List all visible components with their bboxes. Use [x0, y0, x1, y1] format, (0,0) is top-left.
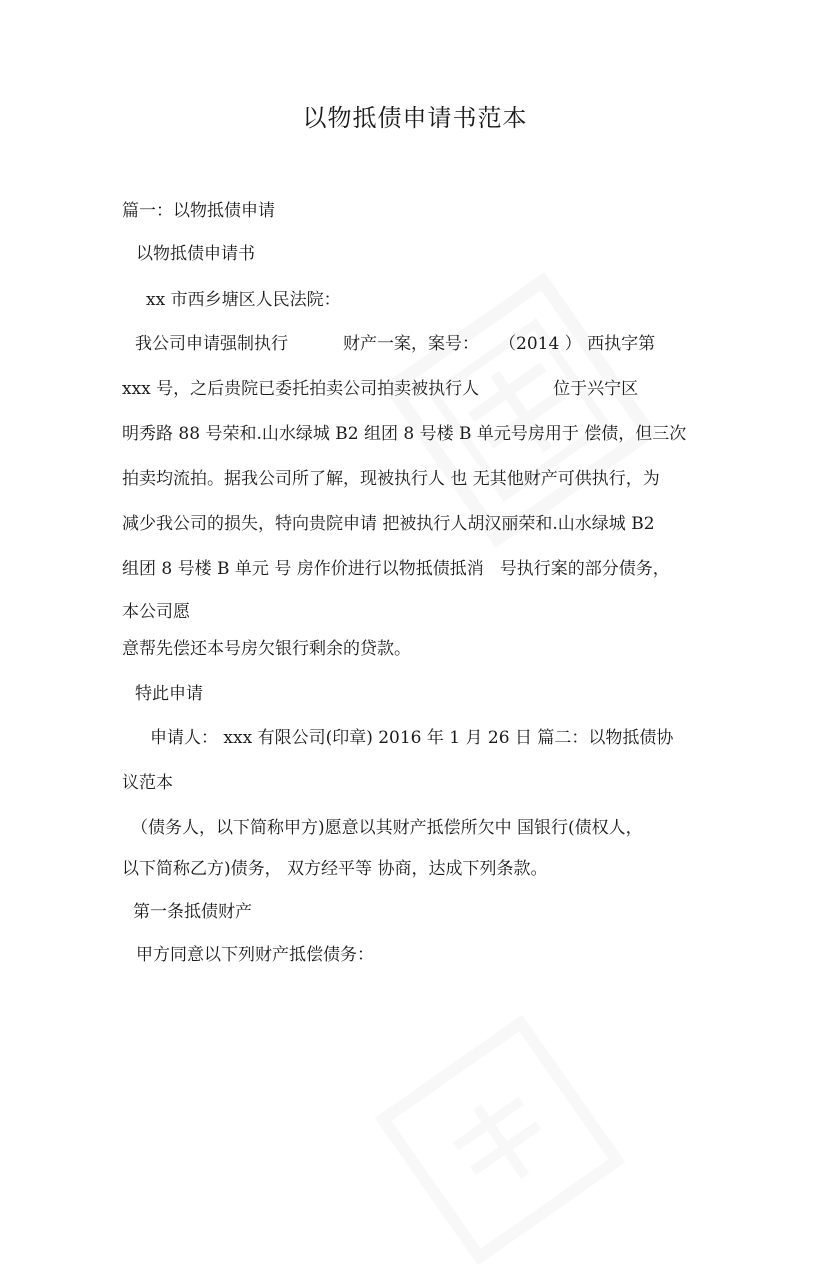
paragraph-segment: 财产一案，案号：: [343, 334, 479, 354]
signature-line: 申请人： xxx 有限公司(印章) 2016 年 1 月 26 日 篇二：以物抵债协: [150, 728, 674, 748]
addressee-line: xx 市西乡塘区人民法院：: [146, 290, 341, 310]
agreement-paragraph-line: （债务人，以下简称甲方)愿意以其财产抵偿所欠中 国银行(债权人，: [131, 818, 643, 838]
paragraph-segment: 位于兴宁区: [553, 379, 639, 399]
paragraph-line: 明秀路 88 号荣和.山水绿城 B2 组团 8 号楼 B 单元号房用于 偿债，但三次: [122, 424, 687, 444]
paragraph-line: [122, 377, 638, 401]
application-heading: 以物抵债申请书: [136, 244, 255, 264]
article-body-line: 甲方同意以下列财产抵偿债务：: [136, 945, 374, 965]
paragraph-segment: 我公司申请强制执行: [135, 334, 288, 354]
paragraph-segment: 组团 8 号楼 B 单元 号 房作价进行以物抵债抵消: [122, 559, 484, 579]
document-title: 以物抵债申请书范本: [302, 104, 528, 132]
paragraph-line: 本公司愿: [122, 602, 190, 622]
section-heading-part2: 议范本: [122, 773, 173, 793]
agreement-paragraph-line: 以下简称乙方)债务， 双方经平等 协商，达成下列条款。: [122, 859, 548, 879]
paragraph-segment: 号执行案的部分债务，: [499, 559, 670, 579]
paragraph-line: [135, 332, 655, 356]
paragraph-line: 拍卖均流拍。据我公司所了解，现被执行人 也 无其他财产可供执行，为: [122, 469, 660, 489]
stamp-watermark-icon-lower: [361, 1001, 640, 1279]
section-heading-part1: 篇一：以物抵债申请: [122, 201, 275, 221]
closing-phrase: 特此申请: [135, 684, 203, 704]
article-heading: 第一条抵债财产: [133, 902, 252, 922]
paragraph-segment: xxx 号，之后贵院已委托拍卖公司拍卖被执行人: [122, 379, 480, 399]
paragraph-line: 意帮先偿还本号房欠银行剩余的贷款。: [122, 639, 411, 659]
paragraph-segment: （2014 ） 西执字第: [499, 334, 656, 354]
paragraph-line: [122, 557, 670, 581]
paragraph-line: 减少我公司的损失，特向贵院申请 把被执行人胡汉丽荣和.山水绿城 B2: [122, 514, 655, 534]
